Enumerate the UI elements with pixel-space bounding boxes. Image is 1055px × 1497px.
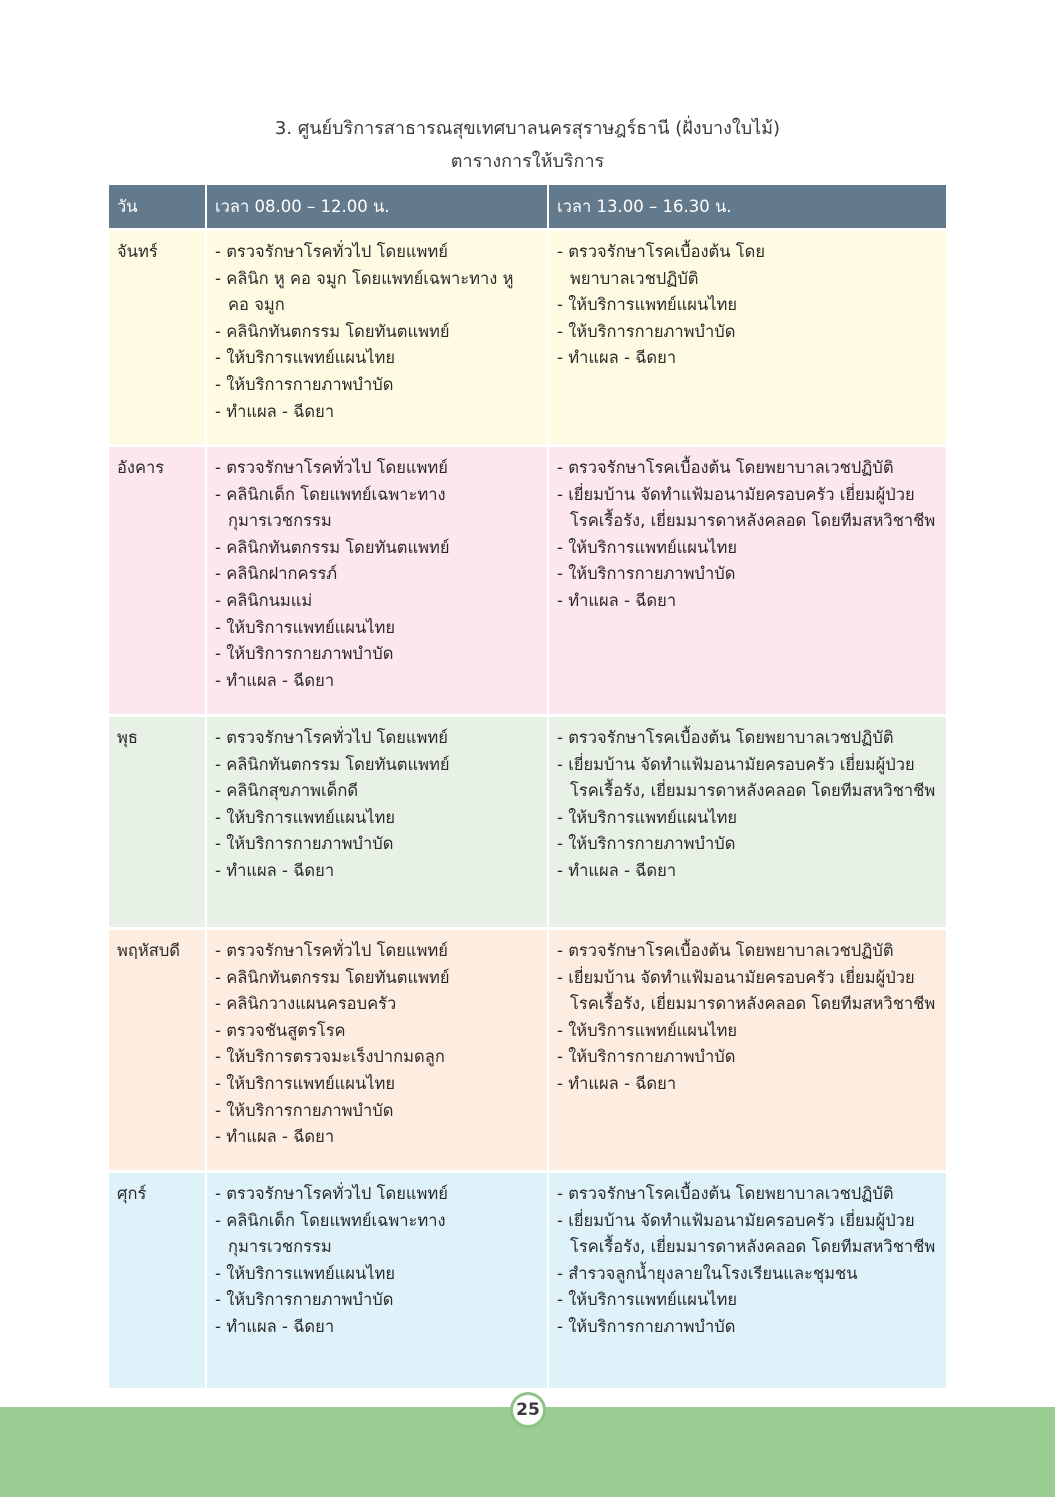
- list-item: - ตรวจรักษาโรคทั่วไป โดยแพทย์: [215, 1184, 448, 1203]
- morning-services-list: [215, 455, 539, 694]
- list-item: - ให้บริการแพทย์แผนไทย: [215, 1263, 396, 1283]
- morning-cell: [206, 446, 548, 716]
- list-item: - เยี่ยมบ้าน จัดทำแฟ้มอนามัยครอบครัว เยี่ยมผู้ป่วยโรคเรื้อรัง, เยี่ยมมารดาหลังคลอด โดยทีมสหวิชาชีพ: [557, 754, 936, 801]
- list-item: - สำรวจลูกน้ำยุงลายในโรงเรียนและชุมชน: [557, 1263, 858, 1283]
- list-item: - คลินิกทันตกรรม โดยทันตแพทย์: [215, 537, 450, 557]
- table-row-tuesday: [109, 446, 946, 716]
- list-item: - ให้บริการแพทย์แผนไทย: [557, 1290, 738, 1310]
- header-day: วัน: [109, 185, 206, 230]
- document-subtitle: ตารางการให้บริการ: [450, 151, 605, 172]
- list-item: - คลินิกฝากครรภ์: [215, 564, 338, 584]
- list-item: - คลินิกเด็ก โดยแพทย์เฉพาะทาง กุมารเวชกรรม: [215, 484, 446, 531]
- list-item: - ตรวจรักษาโรคเบื้องต้น โดยพยาบาลเวชปฏิบัติ: [557, 941, 894, 960]
- afternoon-cell: [548, 230, 946, 446]
- list-item: - ให้บริการแพทย์แผนไทย: [557, 807, 738, 827]
- list-item: - ให้บริการกายภาพบำบัด: [215, 834, 394, 854]
- list-item: - ให้บริการกายภาพบำบัด: [557, 1047, 736, 1067]
- table-header-row: [109, 185, 946, 230]
- list-item: - ทำแผล - ฉีดยา: [557, 348, 677, 368]
- list-item: - ให้บริการแพทย์แผนไทย: [557, 295, 738, 315]
- list-item: - ตรวจรักษาโรคเบื้องต้น โดยพยาบาลเวชปฏิบัติ: [557, 1184, 894, 1203]
- morning-services-list: [215, 725, 539, 885]
- list-item: - ให้บริการแพทย์แผนไทย: [215, 348, 396, 368]
- list-item: - ทำแผล - ฉีดยา: [215, 670, 335, 690]
- list-item: - เยี่ยมบ้าน จัดทำแฟ้มอนามัยครอบครัว เยี่ยมผู้ป่วยโรคเรื้อรัง, เยี่ยมมารดาหลังคลอด โดยทีมสหวิชาชีพ: [557, 484, 936, 531]
- list-item: - คลินิกทันตกรรม โดยทันตแพทย์: [215, 754, 450, 774]
- header-afternoon: เวลา 13.00 – 16.30 น.: [548, 185, 946, 230]
- list-item: - ตรวจรักษาโรคเบื้องต้น โดยพยาบาลเวชปฏิบัติ: [557, 242, 766, 288]
- list-item: - ตรวจรักษาโรคทั่วไป โดยแพทย์: [215, 458, 448, 477]
- morning-services-list: [215, 938, 539, 1151]
- list-item: - ให้บริการแพทย์แผนไทย: [215, 617, 396, 637]
- list-item: - ตรวจรักษาโรคทั่วไป โดยแพทย์: [215, 242, 448, 261]
- morning-services-list: [215, 239, 539, 425]
- list-item: - คลินิกเด็ก โดยแพทย์เฉพาะทาง กุมารเวชกรรม: [215, 1210, 446, 1257]
- afternoon-services-list: [557, 239, 938, 372]
- list-item: - ทำแผล - ฉีดยา: [215, 1127, 335, 1147]
- day-cell: จันทร์: [109, 230, 206, 446]
- list-item: - คลินิกทันตกรรม โดยทันตแพทย์: [215, 321, 450, 341]
- list-item: - เยี่ยมบ้าน จัดทำแฟ้มอนามัยครอบครัว เยี่ยมผู้ป่วยโรคเรื้อรัง, เยี่ยมมารดาหลังคลอด โดยทีมสหวิชาชีพ: [557, 1210, 936, 1257]
- list-item: - ให้บริการกายภาพบำบัด: [557, 1316, 736, 1336]
- afternoon-cell: [548, 716, 946, 929]
- afternoon-services-list: [557, 938, 938, 1098]
- list-item: - คลินิก หู คอ จมูก โดยแพทย์เฉพาะทาง หู คอ จมูก: [215, 268, 514, 315]
- list-item: - คลินิกนมแม่: [215, 590, 313, 610]
- list-item: - ทำแผล - ฉีดยา: [557, 860, 677, 880]
- list-item: - ให้บริการกายภาพบำบัด: [557, 321, 736, 341]
- afternoon-services-list: [557, 725, 938, 885]
- day-cell: พุธ: [109, 716, 206, 929]
- list-item: - ให้บริการกายภาพบำบัด: [557, 564, 736, 584]
- afternoon-services-list: [557, 1181, 938, 1341]
- list-item: - ให้บริการกายภาพบำบัด: [215, 644, 394, 664]
- list-item: - ให้บริการตรวจมะเร็งปากมดลูก: [215, 1047, 445, 1067]
- page-number-badge: 25: [510, 1392, 546, 1428]
- list-item: - ให้บริการแพทย์แผนไทย: [557, 537, 738, 557]
- list-item: - ตรวจรักษาโรคทั่วไป โดยแพทย์: [215, 941, 448, 960]
- morning-cell: [206, 1172, 548, 1389]
- morning-cell: [206, 716, 548, 929]
- list-item: - ตรวจชันสูตรโรค: [215, 1020, 346, 1040]
- list-item: - ให้บริการแพทย์แผนไทย: [215, 807, 396, 827]
- list-item: - คลินิกวางแผนครอบครัว: [215, 994, 397, 1014]
- list-item: - ให้บริการกายภาพบำบัด: [215, 1290, 394, 1310]
- day-cell: ศุกร์: [109, 1172, 206, 1389]
- table-row-friday: [109, 1172, 946, 1389]
- table-row-wednesday: [109, 716, 946, 929]
- service-schedule-table: [109, 185, 946, 1388]
- list-item: - ให้บริการกายภาพบำบัด: [215, 374, 394, 394]
- list-item: - ทำแผล - ฉีดยา: [215, 401, 335, 421]
- list-item: - ตรวจรักษาโรคทั่วไป โดยแพทย์: [215, 728, 448, 747]
- morning-cell: [206, 929, 548, 1172]
- list-item: - ให้บริการแพทย์แผนไทย: [557, 1020, 738, 1040]
- afternoon-services-list: [557, 455, 938, 615]
- list-item: - ให้บริการแพทย์แผนไทย: [215, 1073, 396, 1093]
- afternoon-cell: [548, 929, 946, 1172]
- table-row-thursday: [109, 929, 946, 1172]
- list-item: - ทำแผล - ฉีดยา: [215, 860, 335, 880]
- list-item: - คลินิกทันตกรรม โดยทันตแพทย์: [215, 967, 450, 987]
- list-item: - ทำแผล - ฉีดยา: [557, 1073, 677, 1093]
- afternoon-cell: [548, 1172, 946, 1389]
- list-item: - ให้บริการกายภาพบำบัด: [557, 834, 736, 854]
- afternoon-cell: [548, 446, 946, 716]
- list-item: - ทำแผล - ฉีดยา: [215, 1316, 335, 1336]
- list-item: - ตรวจรักษาโรคเบื้องต้น โดยพยาบาลเวชปฏิบัติ: [557, 458, 894, 477]
- morning-cell: [206, 230, 548, 446]
- header-morning: เวลา 08.00 – 12.00 น.: [206, 185, 548, 230]
- document-title: 3. ศูนย์บริการสาธารณสุขเทศบาลนครสุราษฎร์ธานี (ฝั่งบางใบไม้): [274, 118, 781, 139]
- list-item: - ตรวจรักษาโรคเบื้องต้น โดยพยาบาลเวชปฏิบัติ: [557, 728, 894, 747]
- list-item: - ทำแผล - ฉีดยา: [557, 590, 677, 610]
- day-cell: อังคาร: [109, 446, 206, 716]
- table-row-monday: [109, 230, 946, 446]
- list-item: - คลินิกสุขภาพเด็กดี: [215, 781, 359, 801]
- morning-services-list: [215, 1181, 539, 1341]
- day-cell: พฤหัสบดี: [109, 929, 206, 1172]
- list-item: - ให้บริการกายภาพบำบัด: [215, 1100, 394, 1120]
- list-item: - เยี่ยมบ้าน จัดทำแฟ้มอนามัยครอบครัว เยี่ยมผู้ป่วยโรคเรื้อรัง, เยี่ยมมารดาหลังคลอด โดยทีมสหวิชาชีพ: [557, 967, 936, 1014]
